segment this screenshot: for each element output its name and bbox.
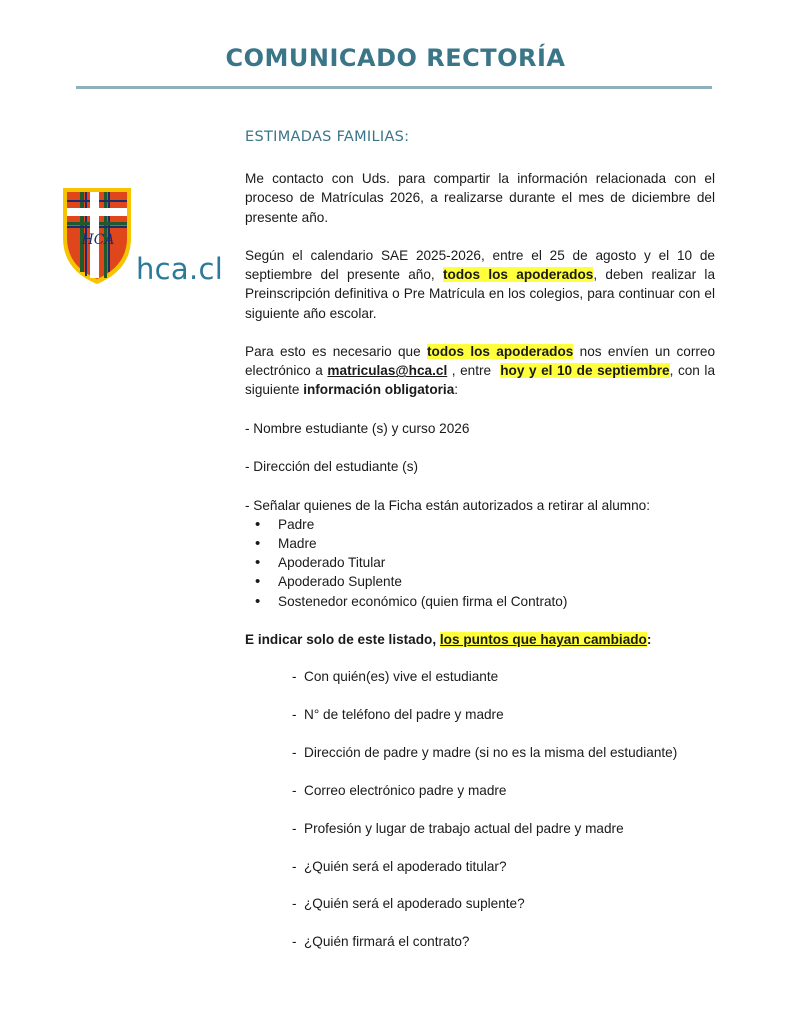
shield-monogram: HCA [81, 232, 115, 248]
highlight-changed-points: los puntos que hayan cambiado [439, 631, 647, 647]
indicate-line: E indicar solo de este listado, los puntos que hayan cambiado: [245, 631, 652, 647]
email-link[interactable]: matriculas@hca.cl [327, 363, 448, 379]
list-item: • Apoderado Titular [245, 553, 715, 572]
required-item: - Señalar quienes de la Ficha están autorizados a retirar al alumno: [245, 497, 651, 513]
required-info-label: información obligatoria [303, 382, 455, 398]
page-title: COMUNICADO RECTORÍA [225, 44, 566, 72]
required-item: - Nombre estudiante (s) y curso 2026 [245, 420, 470, 436]
authorized-list [245, 515, 715, 611]
list-item: - Con quién(es) vive el estudiante [292, 669, 499, 685]
list-item: - N° de teléfono del padre y madre [292, 707, 504, 723]
highlight-all-guardians: todos los apoderados [443, 267, 594, 283]
logo-site-text: hca.cl [136, 252, 224, 286]
letter-body [245, 128, 715, 970]
instructions-paragraph: Para esto es necesario que todos los apoderados nos envíen un correo electrónico a matriculas@hca.cl , entre hoy y el 10 de septiembre, con la siguiente información obligatoria: [245, 344, 715, 398]
changes-list [292, 667, 715, 951]
required-item: - Dirección del estudiante (s) [245, 459, 419, 475]
list-item: - Profesión y lugar de trabajo actual del padre y madre [292, 820, 624, 836]
list-item: - ¿Quién será el apoderado titular? [292, 858, 507, 874]
list-item: - Dirección de padre y madre (si no es la misma del estudiante) [292, 744, 678, 760]
greeting: ESTIMADAS FAMILIAS: [245, 129, 410, 145]
list-item: • Padre [245, 515, 715, 534]
title-divider [76, 86, 712, 89]
list-item: • Madre [245, 534, 715, 553]
highlight-deadline: hoy y el 10 de septiembre [500, 363, 670, 379]
calendar-paragraph: Según el calendario SAE 2025-2026, entre el 25 de agosto y el 10 de septiembre del presente año, todos los apoderados, deben realizar la Preinscripción definitiva o Pre Matrícula en los colegios, para continuar con el siguiente año escolar. [245, 248, 716, 321]
list-item: - Correo electrónico padre y madre [292, 782, 507, 798]
list-item: • Apoderado Suplente [245, 572, 715, 591]
highlight-all-guardians-2: todos los apoderados [427, 344, 574, 359]
list-item: - ¿Quién firmará el contrato? [292, 934, 470, 950]
intro-paragraph: Me contacto con Uds. para compartir la información relacionada con el proceso de Matrículas 2026, a realizarse durante el mes de diciembre del presente año. [245, 171, 715, 225]
list-item: - ¿Quién será el apoderado suplente? [292, 896, 525, 912]
list-item: • Sostenedor económico (quien firma el Contrato) [245, 592, 715, 611]
